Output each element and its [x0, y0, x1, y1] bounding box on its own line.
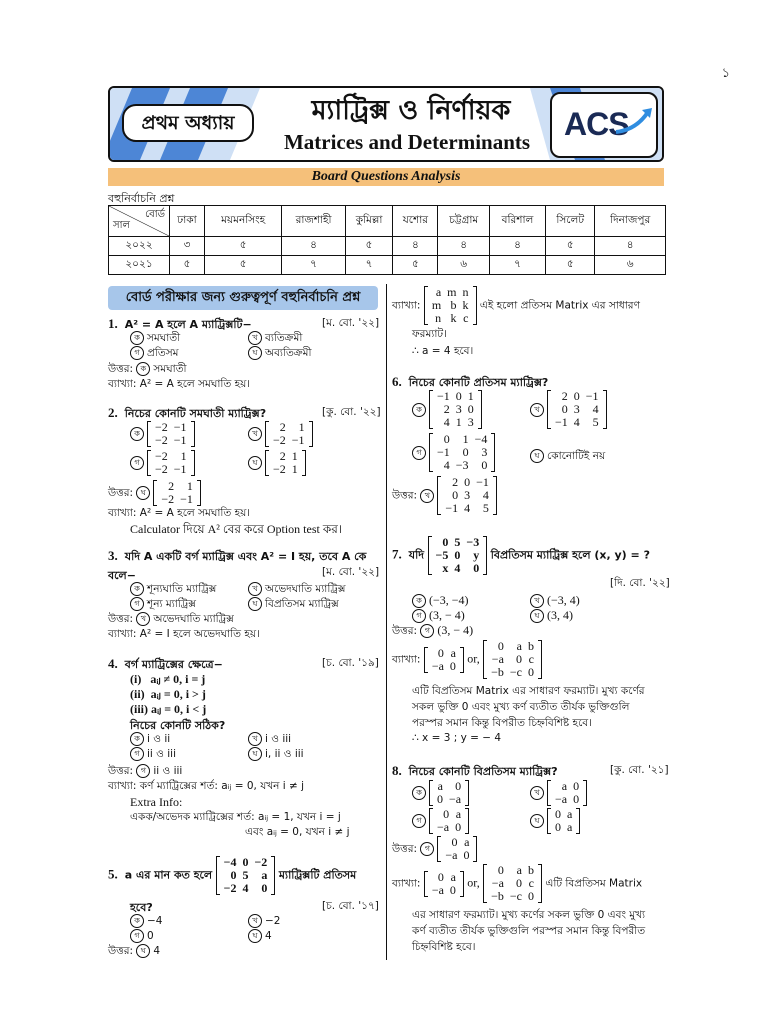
table-header-row: [109, 206, 666, 237]
logo-text: ACS: [564, 106, 629, 142]
q5-ref: [চ. বো. '১৭]: [322, 900, 379, 912]
q2-explanation: ব্যাখ্যা: A² = A হলে সমঘাতি হয়।: [108, 507, 251, 519]
q4-ask: নিচের কোনটি সঠিক?: [130, 719, 226, 732]
q5-explanation-2: ফরম্যাট।: [412, 328, 447, 340]
logo-swoosh-icon: [614, 106, 654, 136]
q7-explanation: ব্যাখ্যা: 0 a −a 0 or, 0 a b −a 0 c −b −c 0: [392, 640, 542, 679]
q4-answer: উত্তর: গ ii ও iii: [108, 765, 183, 777]
q4-extra-title: Extra Info:: [130, 795, 183, 809]
q2-option-d[interactable]: ঘ 2 1 −2 1: [248, 450, 306, 476]
q8-ref: [কু. বো. '২১]: [610, 764, 669, 776]
board-analysis-table: [108, 205, 666, 275]
q1-option-c[interactable]: গ প্রতিসম: [130, 346, 179, 363]
board-cell: যশোর: [393, 206, 438, 237]
q2-option-c[interactable]: গ −2 1 −2 −1: [130, 450, 195, 476]
q1-option-d[interactable]: ঘ অব্যতিক্রমী: [248, 346, 311, 363]
q1-stem: 1. A² = A হলে A ম্যাট্রিক্সটি−: [108, 316, 252, 331]
board-cell: চট্টগ্রাম: [438, 206, 490, 237]
q3-option-d[interactable]: ঘ বিপ্রতিসম ম্যাট্রিক্স: [248, 597, 339, 614]
q1-ref: [ম. বো. '২২]: [322, 317, 380, 329]
q8-option-b[interactable]: খ a 0 −a 0: [530, 780, 587, 806]
q3-option-b[interactable]: খ অভেদঘাতি ম্যাট্রিক্স: [248, 582, 346, 599]
q4-option-b[interactable]: খ i ও iii: [248, 732, 291, 749]
q2-ref: [কু. বো. '২২]: [322, 406, 381, 418]
q7-answer: উত্তর: গ (3, − 4): [392, 623, 474, 637]
q6-option-b[interactable]: খ 2 0 −1 0 3 4 −1 4 5: [530, 390, 607, 429]
q7-explanation-3: সকল ভুক্তি 0 এবং মুখ্য কর্ণ ব্যতীত তীর্যক ভুক্তিগুলি: [412, 701, 630, 713]
corner-cell: বোর্ড সাল: [109, 206, 170, 237]
q1-option-b[interactable]: খ ব্যতিক্রমী: [248, 331, 302, 348]
q4-stem: 4. বর্গ ম্যাট্রিক্সের ক্ষেত্রে−: [108, 656, 223, 671]
table-row: ২০২২ ৩ ৫ ৪ ৫ ৪ ৪ ৪ ৫ ৪: [109, 237, 666, 256]
q3-stem: 3. যদি A একটি বর্গ ম্যাট্রিক্স এবং A² = I হয়, তবে A কে বলে−: [108, 548, 367, 582]
q8-option-c[interactable]: গ 0 a −a 0: [412, 808, 469, 834]
q2-note: Calculator দিয়ে A² বের করে Option test কর।: [130, 522, 343, 536]
q3-option-a[interactable]: ক শূন্যঘাতি ম্যাট্রিক্স: [130, 582, 216, 599]
q5-option-b[interactable]: খ −2: [248, 914, 280, 928]
q8-option-a[interactable]: ক a 0 0 −a: [412, 780, 469, 806]
q4-explanation: ব্যাখ্যা: কর্ণ ম্যাট্রিক্সের শর্ত: aᵢⱼ = 0, যখন i ≠ j: [108, 780, 305, 792]
q5-result: ∴ a = 4 হবে।: [412, 345, 474, 357]
q4-extra-2: এবং aᵢⱼ = 0, যখন i ≠ j: [245, 826, 350, 838]
q4-condition-1: (i) aᵢⱼ ≠ 0, i = j: [130, 672, 206, 686]
q2-option-b[interactable]: খ 2 1 −2 −1: [248, 421, 313, 447]
q1-explanation: ব্যাখ্যা: A² = A হলে সমঘাতি হয়।: [108, 378, 251, 390]
q8-explanation-2: এর সাধারণ ফরম্যাট। মুখ্য কর্ণের সকল ভুক্তি 0 এবং মুখ্য: [412, 909, 646, 921]
q7-option-d[interactable]: ঘ (3, 4): [530, 608, 573, 623]
q4-ref: [চ. বো. '১৯]: [322, 657, 379, 669]
q7-ref: [দি. বো. '২২]: [610, 577, 670, 589]
q6-answer: উত্তর: খ 2 0 −1 0 3 4 −1 4 5: [392, 476, 497, 515]
column-divider: [386, 284, 387, 960]
q1-answer: উত্তর: ক সমঘাতী: [108, 363, 187, 375]
title-english: Matrices and Determinants: [283, 130, 531, 154]
q3-answer: উত্তর: খ অভেদঘাতি ম্যাট্রিক্স: [108, 613, 234, 625]
board-cell: কুমিল্লা: [345, 206, 393, 237]
analysis-banner: Board Questions Analysis: [108, 168, 664, 186]
q8-explanation-3: কর্ণ ব্যতীত তীর্যক ভুক্তিগুলি পরস্পর সমান কিন্তু বিপরীত: [412, 925, 646, 937]
board-cell: ময়মনসিংহ: [204, 206, 281, 237]
q6-option-c[interactable]: গ 0 1 −4 −1 0 3 4 −3 0: [412, 433, 495, 472]
chapter-header: [108, 86, 664, 162]
q5-option-d[interactable]: ঘ 4: [248, 929, 272, 943]
chapter-label: প্রথম অধ্যায়: [122, 104, 254, 142]
q2-option-a[interactable]: ক −2 −1 −2 −1: [130, 421, 195, 447]
q6-option-d[interactable]: ঘ কোনোটিই নয়: [530, 449, 605, 466]
q4-option-a[interactable]: ক i ও ii: [130, 732, 170, 749]
board-cell: বরিশাল: [489, 206, 545, 237]
board-cell: রাজশাহী: [282, 206, 345, 237]
q5-answer: উত্তর: ঘ 4: [108, 945, 161, 957]
q8-answer: উত্তর: গ 0 a −a 0: [392, 836, 477, 862]
q7-option-b[interactable]: খ (−3, 4): [530, 593, 580, 608]
q5-stem-end: হবে?: [130, 901, 153, 914]
page-number: ১: [721, 66, 730, 81]
q8-explanation: ব্যাখ্যা: 0 a −a 0 or, 0 a b −a 0 c −b −c 0 এটি বিপ্রতিসম Matrix: [392, 863, 643, 903]
q7-option-c[interactable]: গ (3, − 4): [412, 608, 465, 623]
board-cell: ঢাকা: [170, 206, 205, 237]
q4-condition-3: (iii) aᵢⱼ = 0, i < j: [130, 702, 207, 716]
q4-option-d[interactable]: ঘ i, ii ও iii: [248, 747, 304, 764]
table-row: ২০২১ ৫ ৫ ৭ ৭ ৫ ৬ ৭ ৫ ৬: [109, 256, 666, 275]
q4-extra-1: একক/অভেদক ম্যাট্রিক্সের শর্ত: aᵢⱼ = 1, যখন i = j: [130, 811, 341, 823]
mcq-label: বহুনির্বাচনি প্রশ্ন: [108, 192, 175, 205]
section-title: বোর্ড পরীক্ষার জন্য গুরুত্বপূর্ণ বহুনির্বাচনি প্রশ্ন: [108, 286, 378, 310]
q1-option-a[interactable]: ক সমঘাতী: [130, 331, 180, 348]
q3-option-c[interactable]: গ শূন্য ম্যাট্রিক্স: [130, 597, 196, 614]
q5-explanation: ব্যাখ্যা: a m n m b k n k c এই হলো প্রতিসম Matrix এর সাধারণ: [392, 285, 640, 325]
acs-logo: [550, 92, 658, 158]
q6-stem: 6. নিচের কোনটি প্রতিসম ম্যাট্রিক্স?: [392, 374, 549, 389]
q7-explanation-2: এটি বিপ্রতিসম Matrix এর সাধারণ ফরম্যাট। মুখ্য কর্ণের: [412, 685, 645, 697]
q2-stem: 2. নিচের কোনটি সমঘাতী ম্যাট্রিক্স?: [108, 405, 267, 420]
q3-explanation: ব্যাখ্যা: A² = I হলে অভেদঘাতি হয়।: [108, 628, 260, 640]
q7-explanation-4: পরস্পর সমান কিন্তু বিপরীত চিহ্নবিশিষ্ট হবে।: [412, 717, 592, 729]
q7-option-a[interactable]: ক (−3, −4): [412, 593, 469, 608]
q8-stem: 8. নিচের কোনটি বিপ্রতিসম ম্যাট্রিক্স?: [392, 763, 558, 778]
q7-result: ∴ x = 3 ; y = − 4: [412, 732, 502, 744]
q4-condition-2: (ii) aᵢⱼ = 0, i > j: [130, 687, 206, 701]
q4-option-c[interactable]: গ ii ও iii: [130, 747, 176, 764]
q8-explanation-4: চিহ্নবিশিষ্ট হবে।: [412, 941, 476, 953]
q7-stem: 7. যদি 0 5 −3 −5 0 y x 4 0 বিপ্রতিসম ম্যাট্রিক্স হলে (x, y) = ?: [392, 535, 650, 575]
q6-option-a[interactable]: ক −1 0 1 2 3 0 4 1 3: [412, 390, 482, 429]
q5-option-a[interactable]: ক −4: [130, 914, 162, 928]
title-bengali: ম্যাট্রিক্স ও নির্ণায়ক: [311, 95, 511, 126]
q2-answer: উত্তর: ঘ 2 1 −2 −1: [108, 480, 201, 506]
q3-ref: [ম. বো. '২২]: [322, 566, 380, 578]
q5-option-c[interactable]: গ 0: [130, 929, 154, 943]
board-cell: সিলেট: [546, 206, 595, 237]
q8-option-d[interactable]: ঘ 0 a 0 a: [530, 808, 580, 834]
board-cell: দিনাজপুর: [595, 206, 666, 237]
q5-stem: 5. a এর মান কত হলে −4 0 −2 0 5 a −2 4 0 ম্যাট্রিক্সটি প্রতিসম: [108, 855, 357, 895]
